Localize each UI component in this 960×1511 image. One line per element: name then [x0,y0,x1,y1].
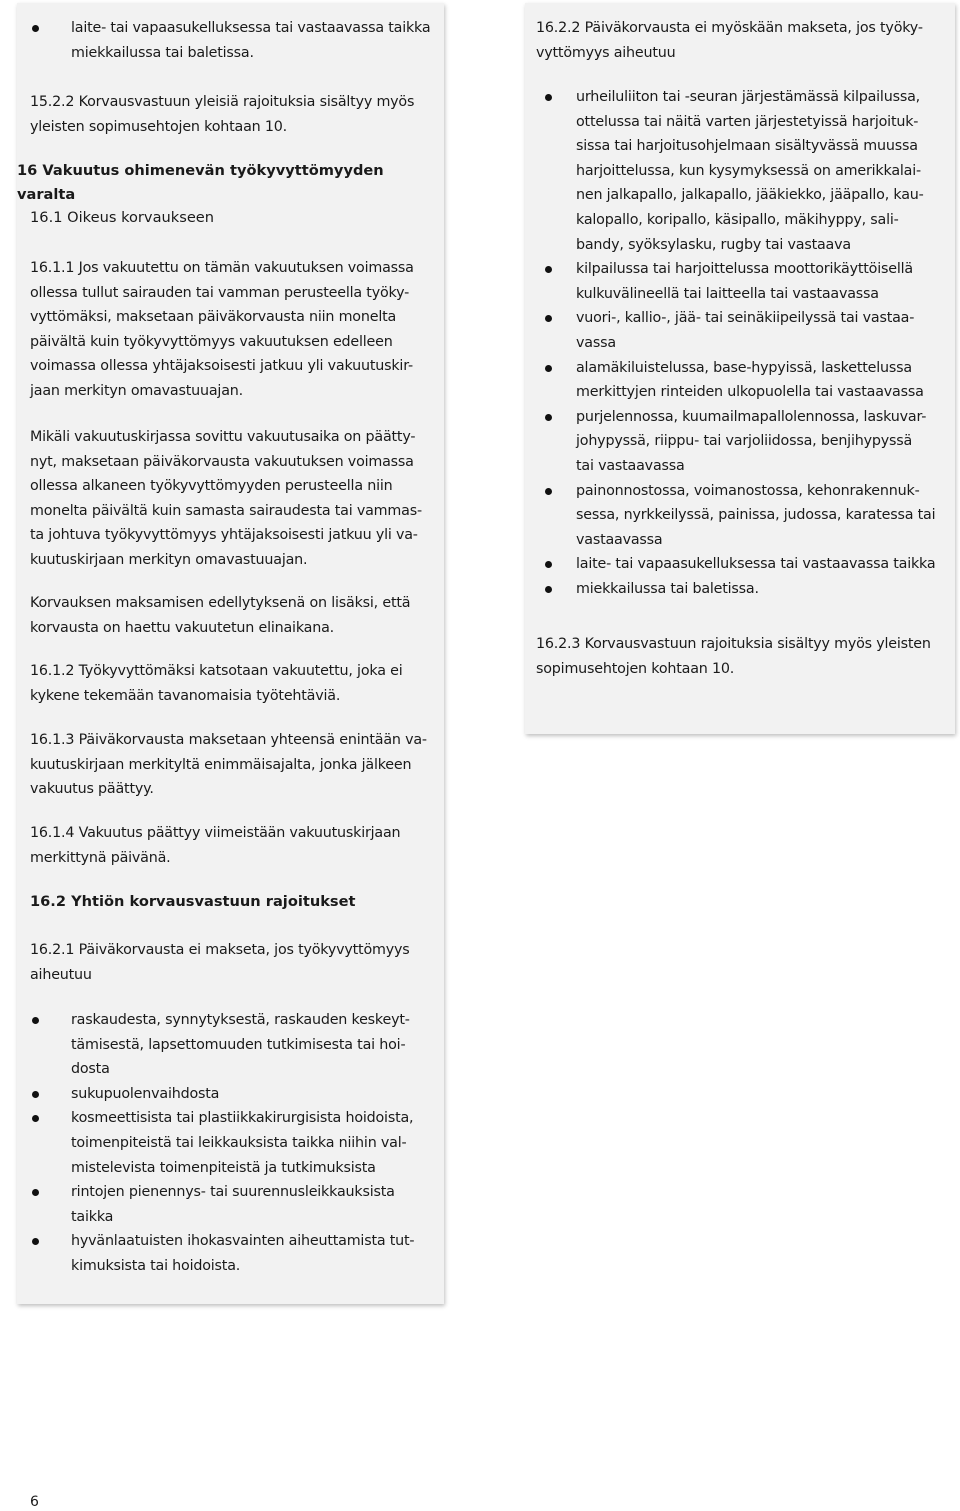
text-line: kuutuskirjaan merkityltä enimmäisajalta, jonka jälkeen [30,756,412,773]
list-item-line: rintojen pienennys- tai suurennusleikkauksista [71,1184,395,1201]
list-item [30,1008,440,1082]
list-item-line: dosta [71,1061,110,1078]
list-item [30,16,440,65]
list-item-line: alamäkiluistelussa, base-hypyissä, laskettelussa [576,359,912,376]
list-item [536,479,951,553]
bullet-dot-icon [545,488,552,495]
list-item [30,1229,440,1278]
text-line: sopimusehtojen kohtaan 10. [536,660,735,677]
section-16-1-2 [30,659,440,708]
text-line: Korvauksen maksamisen edellytyksenä on lisäksi, että [30,595,411,611]
text-line: 16.2.3 Korvausvastuun rajoituksia sisältyy myös yleisten [536,636,931,652]
list-item-line: miekkailussa tai baletissa. [576,580,759,597]
paragraph-15-2-2 [30,90,440,139]
section-16-2-3 [536,632,951,681]
bullet-dot-icon [545,561,552,568]
page-number: 6 [30,1494,39,1510]
list-item-line: kulkuvälineellä tai laitteella tai vastaavassa [576,285,879,302]
text-line: 16.1.3 Päiväkorvausta maksetaan yhteensä enintään va- [30,732,427,748]
section-16-2-2 [536,16,951,65]
text-line: vakuutus päättyy. [30,781,154,798]
list-item-line: kilpailussa tai harjoittelussa moottorikäyttöisellä [576,261,913,278]
text-line: 16.1.4 Vakuutus päättyy viimeistään vakuutuskirjaan [30,825,401,841]
list-item [536,356,951,405]
text-line: vyttömäksi, maksetaan päiväkorvausta niin monelta [30,309,397,326]
list-item-line: tai vastaavassa [576,457,685,474]
bullet-dot-icon [545,266,552,273]
bullet-dot-icon [545,315,552,322]
list-item-line: raskaudesta, synnytyksestä, raskauden keskeyt- [71,1012,410,1028]
bullet-dot-icon [545,94,552,101]
list-item-line: laite- tai vapaasukelluksessa tai vastaavassa taikka [71,20,431,36]
text-line: aiheutuu [30,966,92,983]
section-16-1-1 [30,256,440,404]
list-item [30,1106,440,1180]
paragraph-mikali [30,425,440,573]
text-line: korvausta on haettu vakuutetun elinaikana. [30,619,334,636]
list-item-line: johypyssä, riippu- tai varjoliidossa, benjihypyssä [576,433,913,450]
bullet-dot-icon [32,25,39,32]
list-item [536,577,951,602]
text-line: 16.1.1 Jos vakuutettu on tämän vakuutuksen voimassa [30,260,414,276]
section-16-1-4 [30,821,440,870]
list-item [536,306,951,355]
text-line: päivältä kuin työkyvyttömyys vakuutuksen edelleen [30,333,393,350]
bullet-dot-icon [32,1017,39,1024]
list-item-line: purjelennossa, kuumailmapallolennossa, laskuvar- [576,408,927,425]
heading-16-1-text: 16.1 Oikeus korvaukseen [30,209,215,226]
list-item-line: miekkailussa tai baletissa. [71,44,254,61]
paragraph-16-1-1 [30,256,440,404]
heading-16 [17,159,437,207]
list-item-line: vastaavassa [576,531,663,548]
bullet-dot-icon [545,414,552,421]
bullet-list-16-2-1 [30,1008,440,1279]
text-line: 16.1.2 Työkyvyttömäksi katsotaan vakuutettu, joka ei [30,663,403,679]
list-item-line: hyvänlaatuisten ihokasvainten aiheuttamista tut- [71,1233,415,1250]
list-item-line: nen jalkapallo, jalkapallo, jääkiekko, jääpallo, kau- [576,187,924,204]
list-item-line: toimenpiteistä tai leikkauksista taikka niihin val- [71,1134,407,1151]
list-item [30,1180,440,1229]
bullet-dot-icon [32,1091,39,1098]
text-line: ta johtuva työkyvyttömyys yhtäjaksoisesti jatkuu yli va- [30,527,418,544]
list-item-line: urheiluliiton tai -seuran järjestämässä kilpailussa, [576,89,920,105]
text-line: yleisten sopimusehtojen kohtaan 10. [30,118,287,135]
text-line: 15.2.2 Korvausvastuun yleisiä rajoituksia sisältyy myös [30,94,415,110]
list-item-line: kosmeettisista tai plastiikkakirurgisista hoidoista, [71,1110,414,1127]
text-line: ollessa tullut sairauden tai vamman perusteella työky- [30,284,410,301]
list-item-line: sissa tai harjoitusohjelmaan sisältyvässä muussa [576,138,918,155]
list-item-line: painonnostossa, voimanostossa, kehonrakennuk- [576,482,920,499]
list-item-line: sukupuolenvaihdosta [71,1085,220,1102]
text-line: merkittynä päivänä. [30,849,171,866]
heading-16-2 [30,890,440,914]
paragraph-16-2-1 [30,938,440,987]
list-item-line: laite- tai vapaasukelluksessa tai vastaavassa taikka [576,556,936,573]
bullet-dot-icon [32,1115,39,1122]
bullet-list-16-2-2 [536,85,951,601]
list-item-line: bandy, syöksylasku, rugby tai vastaava [576,236,851,253]
section-mikali [30,425,440,573]
list-item-line: tämisestä, lapsettomuuden tutkimisesta tai hoi- [71,1036,406,1053]
list-item-line: kalopallo, koripallo, käsipallo, mäkihyppy, sali- [576,211,899,228]
bullet-dot-icon [32,1189,39,1196]
list-item-line: vassa [576,334,616,351]
text-line: ollessa alkaneen työkyvyttömyyden perusteella niin [30,478,393,495]
text-line: 16.2.1 Päiväkorvausta ei makseta, jos työkyvyttömyys [30,942,410,958]
text-line: nyt, maksetaan päiväkorvausta vakuutuksen voimassa [30,453,414,470]
list-item [536,85,951,257]
list-item [536,257,951,306]
list-item-line: ottelussa tai näitä varten järjestetyissä harjoituk- [576,113,919,130]
list-item-line: merkittyjen rinteiden ulkopuolella tai vastaavassa [576,384,924,401]
bullet-dot-icon [545,586,552,593]
heading-16-text: 16 Vakuutus ohimenevän työkyvyttömyyden varalta [17,162,384,203]
text-line: kuutuskirjaan merkityn omavastuuajan. [30,551,308,568]
bullet-dot-icon [32,1238,39,1245]
list-item [30,1082,440,1107]
left-top-bullet-list [30,16,440,65]
list-item-line: taikka [71,1208,114,1225]
list-item [536,552,951,577]
text-line: Mikäli vakuutuskirjassa sovittu vakuutusaika on päätty- [30,429,416,445]
text-line: kykene tekemään tavanomaisia työtehtäviä. [30,687,341,704]
paragraph-korvauksen [30,591,440,640]
text-line: voimassa ollessa yhtäjaksoisesti jatkuu yli vakuutuskir- [30,358,413,375]
paragraph-16-1-3 [30,728,440,802]
list-item-line: harjoittelussa, kun kysymyksessä on amerikkalai- [576,162,921,179]
list-item-line: mistelevista toimenpiteistä ja tutkimuksista [71,1159,376,1176]
section-16-1-3 [30,728,440,802]
text-line: vyttömyys aiheutuu [536,44,676,61]
heading-16-2-text: 16.2 Yhtiön korvausvastuun rajoitukset [30,893,356,910]
heading-16-1 [30,206,430,230]
text-line: monelta päivältä kuin samasta sairaudesta tai vammas- [30,502,422,519]
section-korvauksen [30,591,440,640]
list-item [536,405,951,479]
bullet-dot-icon [545,365,552,372]
list-item-line: sessa, nyrkkeilyssä, painissa, judossa, karatessa tai [576,507,936,524]
text-line: 16.2.2 Päiväkorvausta ei myöskään makseta, jos työky- [536,20,923,36]
list-item-line: kimuksista tai hoidoista. [71,1257,241,1274]
paragraph-16-1-2 [30,659,440,708]
paragraph-16-2-2 [536,16,951,65]
text-line: jaan merkityn omavastuuajan. [30,382,243,399]
list-item-line: vuori-, kallio-, jää- tai seinäkiipeilyssä tai vastaa- [576,310,915,327]
section-15-2-2 [30,90,440,139]
paragraph-16-1-4 [30,821,440,870]
section-16-2-1 [30,938,440,987]
paragraph-16-2-3 [536,632,951,681]
